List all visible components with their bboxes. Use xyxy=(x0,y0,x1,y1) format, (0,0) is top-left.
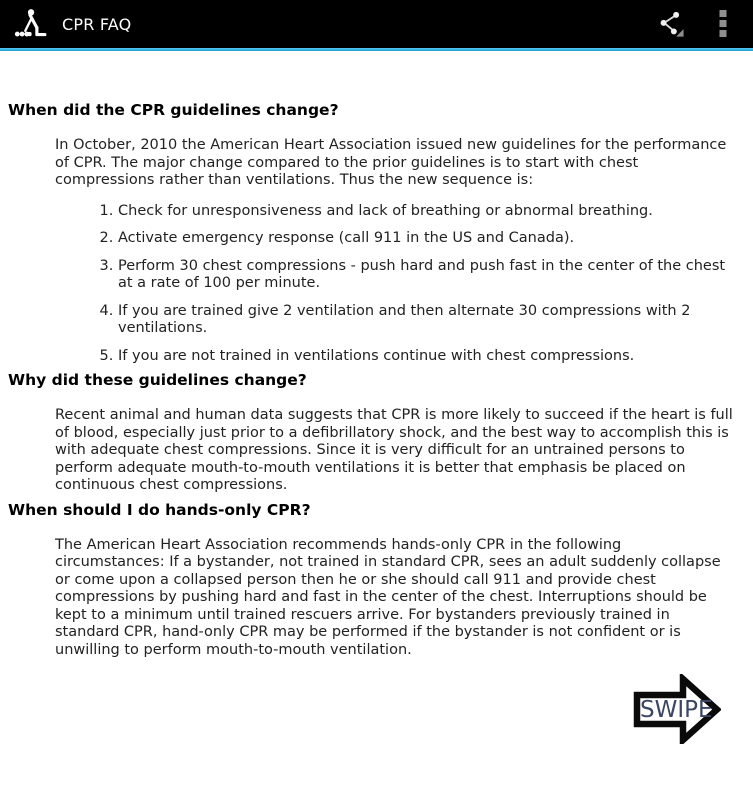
faq-question-1: When did the CPR guidelines change? xyxy=(8,101,339,119)
faq-answer-3-text: The American Heart Association recommends hands-only CPR in the following circumstances: If a bystander, not trained in standard CPR, sees an adult suddenly collapse or come upon a collapsed person then he or she should call 911 and provide chest compressions by pushing hard and fast in the center of the chest. Interruptions should be kept to a minimum until trained rescuers arrive. For bystanders previously trained in standard CPR, hand-only CPR may be performed if the bystander is not confident or is unwilling to perform mouth-to-mouth ventilation. xyxy=(55,536,721,658)
faq-answer-2 xyxy=(55,407,735,495)
cpr-step-4: 4. If you are trained give 2 ventilation and then alternate 30 compressions with 2 ventilations. xyxy=(118,303,735,338)
swipe-label: SWIPE xyxy=(640,697,713,723)
app-title: CPR FAQ xyxy=(62,14,132,34)
overflow-menu-icon xyxy=(718,9,728,39)
share-button[interactable] xyxy=(645,0,697,48)
cpr-rescuer-icon xyxy=(10,3,50,45)
action-bar-underline xyxy=(0,48,753,51)
faq-question-2: Why did these guidelines change? xyxy=(8,371,307,389)
cpr-steps-list xyxy=(55,203,735,366)
faq-content xyxy=(0,101,753,744)
faq-answer-1 xyxy=(55,137,735,365)
share-icon xyxy=(656,8,686,40)
cpr-step-2: 2. Activate emergency response (call 911 in the US and Canada). xyxy=(118,230,735,248)
right-arrow-icon xyxy=(633,674,721,744)
action-bar xyxy=(0,0,753,48)
cpr-step-3: 3. Perform 30 chest compressions - push hard and push fast in the center of the chest at a rate of 100 per minute. xyxy=(118,258,735,293)
faq-answer-1-text: In October, 2010 the American Heart Association issued new guidelines for the performance of CPR. The major change compared to the prior guidelines is to start with chest compressions rather than ventilations. Thus the new sequence is: xyxy=(55,137,727,188)
swipe-indicator[interactable] xyxy=(8,674,743,744)
cpr-step-1: 1. Check for unresponsiveness and lack of breathing or abnormal breathing. xyxy=(118,203,735,221)
action-bar-actions xyxy=(645,0,749,48)
faq-answer-3 xyxy=(55,537,735,660)
faq-answer-2-text: Recent animal and human data suggests that CPR is more likely to succeed if the heart is full of blood, especially just prior to a defibrillatory shock, and the best way to accomplish this is with adequate chest compressions. Since it is very difficult for an untrained persons to perform adequate mouth-to-mouth ventilations it is better that emphasis be placed on continuous chest compressions. xyxy=(55,407,733,493)
faq-question-3: When should I do hands-only CPR? xyxy=(8,500,311,519)
overflow-menu-button[interactable] xyxy=(697,0,749,48)
cpr-step-5: 5. If you are not trained in ventilations continue with chest compressions. xyxy=(118,348,735,366)
